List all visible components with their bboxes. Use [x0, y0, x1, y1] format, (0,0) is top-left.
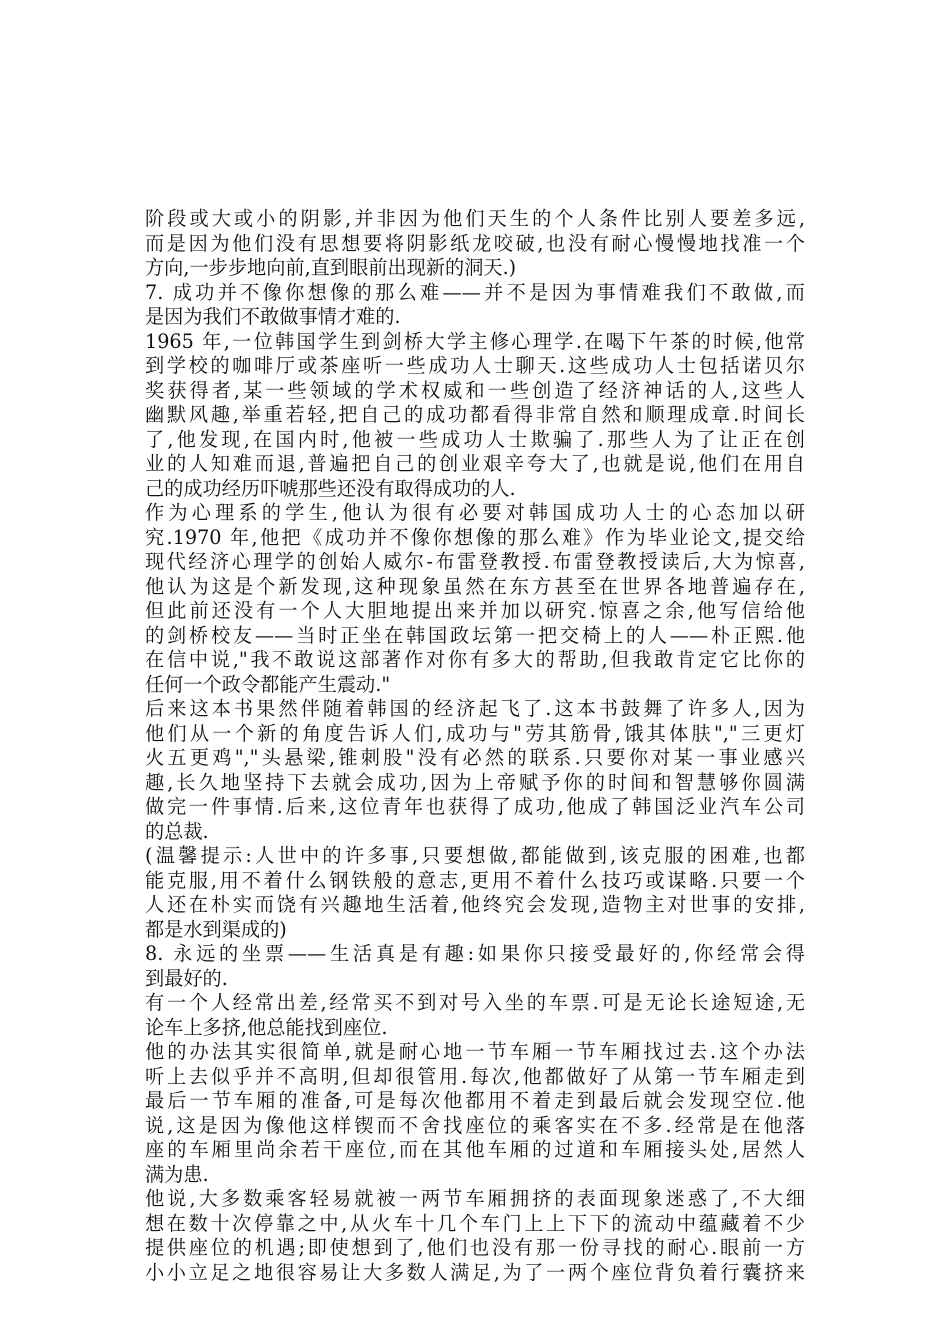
paragraph: [145, 1187, 805, 1285]
text-line: 在信中说,"我不敢说这部著作对你有多大的帮助,但我敢肯定它比你的: [145, 648, 805, 671]
text-line: (温馨提示:人世中的许多事,只要想做,都能做到,该克服的困难,也都: [145, 844, 805, 867]
text-line: 但此前还没有一个人大胆地提出来并加以研究.惊喜之余,他写信给他: [145, 599, 805, 622]
text-line: 都是水到渠成的): [145, 917, 287, 941]
paragraph: [145, 281, 805, 330]
text-line: 业的人知难而退,普遍把自己的创业艰辛夸大了,也就是说,他们在用自: [145, 452, 805, 475]
text-line: 趣,长久地坚持下去就会成功,因为上帝赋予你的时间和智慧够你圆满: [145, 770, 805, 794]
text-line: 他说,大多数乘客轻易就被一两节车厢拥挤的表面现象迷惑了,不大细: [145, 1187, 805, 1210]
paragraph: [145, 207, 805, 281]
text-line: 提供座位的机遇;即使想到了,他们也没有那一份寻找的耐心.眼前一方: [145, 1236, 805, 1259]
text-line: 听上去似乎并不高明,但却很管用.每次,他都做好了从第一节车厢走到: [145, 1064, 805, 1088]
text-line: 1965 年,一位韩国学生到剑桥大学主修心理学.在喝下午茶的时候,他常: [145, 329, 805, 353]
text-line: 己的成功经历吓唬那些还没有取得成功的人.: [145, 476, 516, 500]
text-line: 后来这本书果然伴随着韩国的经济起飞了.这本书鼓舞了许多人,因为: [145, 697, 805, 720]
text-line: 到最好的.: [145, 966, 228, 990]
paragraph: [145, 330, 805, 502]
text-line: 说,这是因为像他这样锲而不舍找座位的乘客实在不多.经常是在他落: [145, 1113, 805, 1137]
text-line: 了,他发现,在国内时,他被一些成功人士欺骗了.那些人为了让正在创: [145, 427, 805, 451]
text-line: 火五更鸡","头悬梁,锥刺股"没有必然的联系.只要你对某一事业感兴: [145, 746, 805, 769]
text-line: 而是因为他们没有思想要将阴影纸龙咬破,也没有耐心慢慢地找准一个: [145, 231, 805, 255]
paragraph: [145, 991, 805, 1040]
paragraph: [145, 844, 805, 942]
text-line: 方向,一步步地向前,直到眼前出现新的洞天.): [145, 256, 517, 279]
text-line: 有一个人经常出差,经常买不到对号入坐的车票.可是无论长途短途,无: [145, 991, 805, 1014]
text-line: 论车上多挤,他总能找到座位.: [145, 1015, 388, 1039]
text-line: 是因为我们不敢做事情才难的.: [145, 305, 401, 328]
text-line: 他的办法其实很简单,就是耐心地一节车厢一节车厢找过去.这个办法: [145, 1040, 805, 1063]
text-line: 的剑桥校友——当时正坐在韩国政坛第一把交椅上的人——朴正熙.他: [145, 623, 805, 647]
paragraph: [145, 697, 805, 844]
document-page: [145, 207, 805, 1285]
paragraph: [145, 501, 805, 697]
paragraph: [145, 942, 805, 991]
text-line: 奖获得者,某一些领域的学术权威和一些创造了经济神话的人,这些人: [145, 378, 805, 402]
text-line: 满为患.: [145, 1162, 209, 1186]
text-line: 8. 永远的坐票——生活真是有趣:如果你只接受最好的,你经常会得: [145, 942, 805, 965]
text-line: 作为心理系的学生,他认为很有必要对韩国成功人士的心态加以研: [145, 501, 805, 524]
text-line: 阶段或大或小的阴影,并非因为他们天生的个人条件比别人要差多远,: [145, 207, 805, 230]
text-line: 能克服,用不着什么钢铁般的意志,更用不着什么技巧或谋略.只要一个: [145, 868, 805, 892]
text-line: 究.1970 年,他把《成功并不像你想像的那么难》作为毕业论文,提交给: [145, 525, 805, 549]
text-line: 做完一件事情.后来,这位青年也获得了成功,他成了韩国泛业汽车公司: [145, 795, 805, 818]
text-line: 想在数十次停靠之中,从火车十几个车门上上下下的流动中蕴藏着不少: [145, 1211, 805, 1235]
text-line: 他认为这是个新发现,这种现象虽然在东方甚至在世界各地普遍存在,: [145, 574, 805, 598]
text-line: 座的车厢里尚余若干座位,而在其他车厢的过道和车厢接头处,居然人: [145, 1138, 805, 1161]
text-line: 7. 成功并不像你想像的那么难——并不是因为事情难我们不敢做,而: [145, 280, 805, 304]
paragraph: [145, 1040, 805, 1187]
text-line: 最后一节车厢的准备,可是每次他都用不着走到最后就会发现空位.他: [145, 1089, 805, 1112]
text-line: 的总裁.: [145, 819, 209, 843]
text-line: 到学校的咖啡厅或茶座听一些成功人士聊天.这些成功人士包括诺贝尔: [145, 354, 805, 377]
text-line: 他们从一个新的角度告诉人们,成功与"劳其筋骨,饿其体肤","三更灯: [145, 721, 805, 745]
text-line: 小小立足之地很容易让大多数人满足,为了一两个座位背负着行囊挤来: [145, 1260, 805, 1284]
text-line: 幽默风趣,举重若轻,把自己的成功都看得非常自然和顺理成章.时间长: [145, 403, 805, 426]
text-line: 任何一个政令都能产生震动.": [145, 672, 391, 696]
text-line: 人还在朴实而饶有兴趣地生活着,他终究会发现,造物主对世事的安排,: [145, 893, 805, 916]
text-line: 现代经济心理学的创始人威尔-布雷登教授.布雷登教授读后,大为惊喜,: [145, 550, 805, 573]
